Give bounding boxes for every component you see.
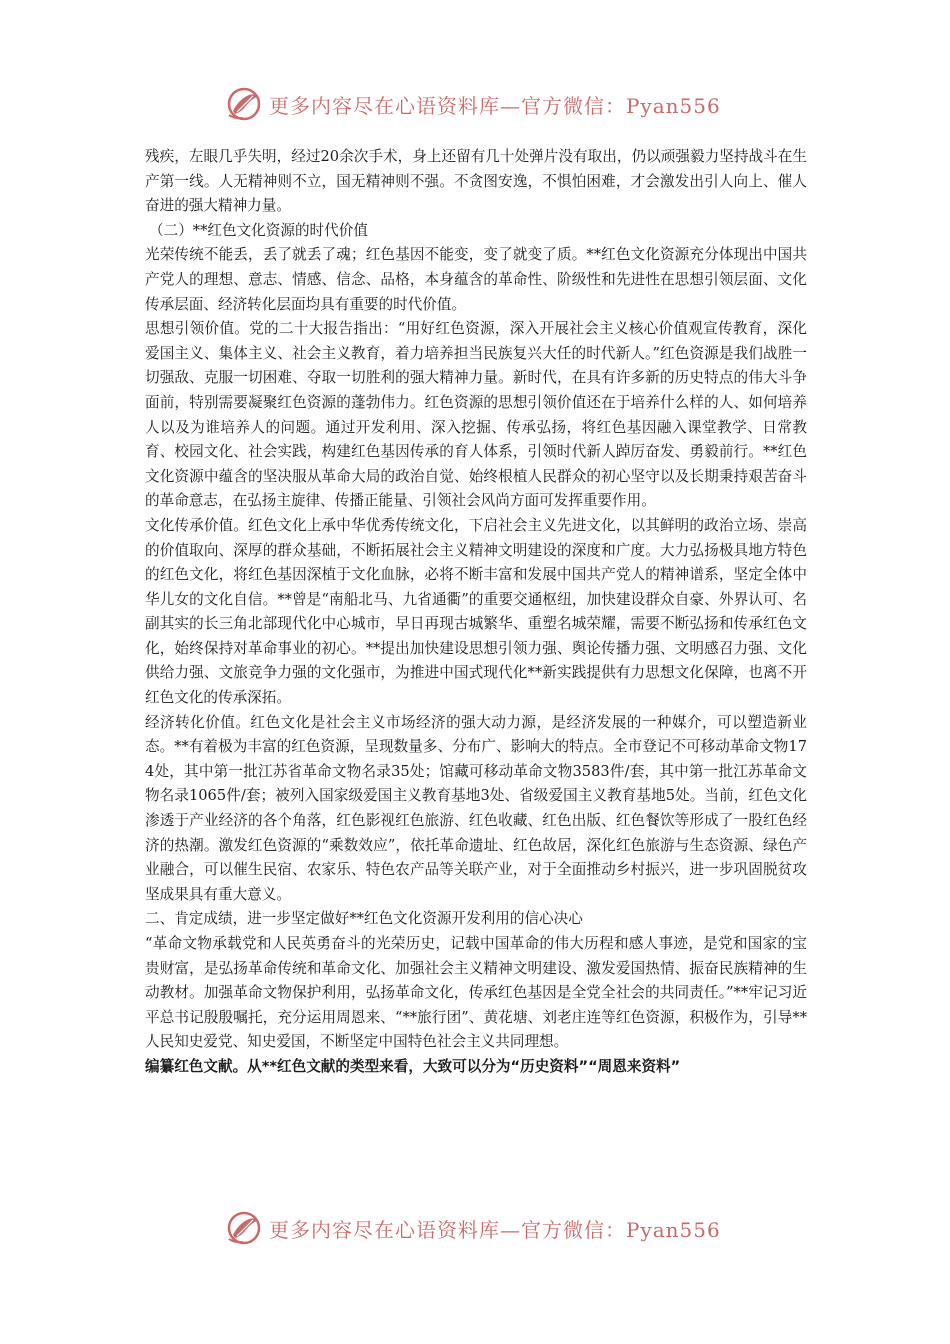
paragraph: 光荣传统不能丢，丢了就丢了魂；红色基因不能变，变了就变了质。**红色文化资源充分体现出中国共产党人的理想、意志、情感、信念、品格，本身蕴含的革命性、阶级性和先进性在思想引领层面、文化传承层面、经济转化层面均具有重要的时代价值。 [145,246,807,313]
watermark-text: 更多内容尽在心语资料库—官方微信：Pyan556 [269,93,721,118]
section-heading: （二）**红色文化资源的时代价值 [149,221,368,239]
paragraph: 经济转化价值。红色文化是社会主义市场经济的强大动力源，是经济发展的一种媒介，可以塑造新业态。**有着极为丰富的红色资源，呈现数量多、分布广、影响大的特点。全市登记不可移动革命文物174处，其中第一批江苏省革命文物名录35处；馆藏可移动革命文物3583件/套，其中第一批江苏革命文物名录1065件/套；被列入国家级爱国主义教育基地3处、省级爱国主义教育基地5处。当前，红色文化渗透于产业经济的各个角落，红色影视红色旅游、红色收藏、红色出版、红色餐饮等形成了一股红色经济的热潮。激发红色资源的“乘数效应”，依托革命遗址、红色故居，深化红色旅游与生态资源、绿色产业融合，可以催生民宿、农家乐、特色农产品等关联产业，对于全面推动乡村振兴，进一步巩固脱贫攻坚成果具有重大意义。 [145,713,807,903]
document-body [145,145,807,1080]
paragraph: 文化传承价值。红色文化上承中华优秀传统文化，下启社会主义先进文化，以其鲜明的政治立场、崇高的价值取向、深厚的群众基础，不断拓展社会主义精神文明建设的深度和广度。大力弘扬极具地方特色的红色文化，将红色基因深植于文化血脉，必将不断丰富和发展中国共产党人的精神谱系，坚定全体中华儿女的文化自信。**曾是“南船北马、九省通衢”的重要交通枢纽，加快建设群众自豪、外界认可、名副其实的长三角北部现代化中心城市，早日再现古城繁华、重塑名城荣耀，需要不断弘扬和传承红色文化，始终保持对革命事业的初心。**提出加快建设思想引领力强、舆论传播力强、文明感召力强、文化供给力强、文旅竞争力强的文化强市，为推进中国式现代化**新实践提供有力思想文化保障，也离不开红色文化的传承深拓。 [145,516,807,707]
paragraph: “革命文物承载党和人民英勇奋斗的光荣历史，记载中国革命的伟大历程和感人事迹，是党和国家的宝贵财富，是弘扬革命传统和革命文化、加强社会主义精神文明建设、激发爱国热情、振奋民族精神的生动教材。加强革命文物保护利用，弘扬革命文化，传承红色基因是全党全社会的共同责任。”**牢记习近平总书记殷殷嘱托，充分运用周恩来、“**旅行团”、黄花塘、刘老庄连等红色资源，积极作为，引导**人民知史爱党、知史爱国，不断坚定中国特色社会主义共同理想。 [145,935,807,1051]
watermark-banner-top [225,84,745,124]
pen-scroll-logo-icon [225,1209,263,1247]
paragraph: 思想引领价值。党的二十大报告指出：“用好红色资源，深入开展社会主义核心价值观宣传教育，深化爱国主义、集体主义、社会主义教育，着力培养担当民族复兴大任的时代新人。”红色资源是我们战胜一切强敌、克服一切困难、夺取一切胜利的强大精神力量。新时代，在具有许多新的历史特点的伟大斗争面前，特别需要凝聚红色资源的蓬勃伟力。红色资源的思想引领价值还在于培养什么样的人、如何培养人以及为谁培养人的问题。通过开发利用、深入挖掘、传承弘扬，将红色基因融入课堂教学、日常教育、校园文化、社会实践，构建红色基因传承的育人体系，引领时代新人踔厉奋发、勇毅前行。**红色文化资源中蕴含的坚决服从革命大局的政治自觉、始终根植人民群众的初心坚守以及长期秉持艰苦奋斗的革命意志，在弘扬主旋律、传播正能量、引领社会风尚方面可发挥重要作用。 [145,320,807,510]
pen-scroll-logo-icon [225,85,263,123]
section-heading: 二、肯定成绩，进一步坚定做好**红色文化资源开发利用的信心决心 [145,910,583,928]
watermark-banner-bottom [225,1208,745,1248]
watermark-text: 更多内容尽在心语资料库—官方微信：Pyan556 [269,1217,721,1242]
paragraph: 残疾，左眼几乎失明，经过20余次手术，身上还留有几十处弹片没有取出，仍以顽强毅力坚持战斗在生产第一线。人无精神则不立，国无精神则不强。不贪图安逸，不惧怕困难，才会激发出引人向上、催人奋进的强大精神力量。 [145,148,807,215]
bold-paragraph: 编纂红色文献。从**红色文献的类型来看，大致可以分为“历史资料”“周恩来资料” [145,1057,681,1075]
